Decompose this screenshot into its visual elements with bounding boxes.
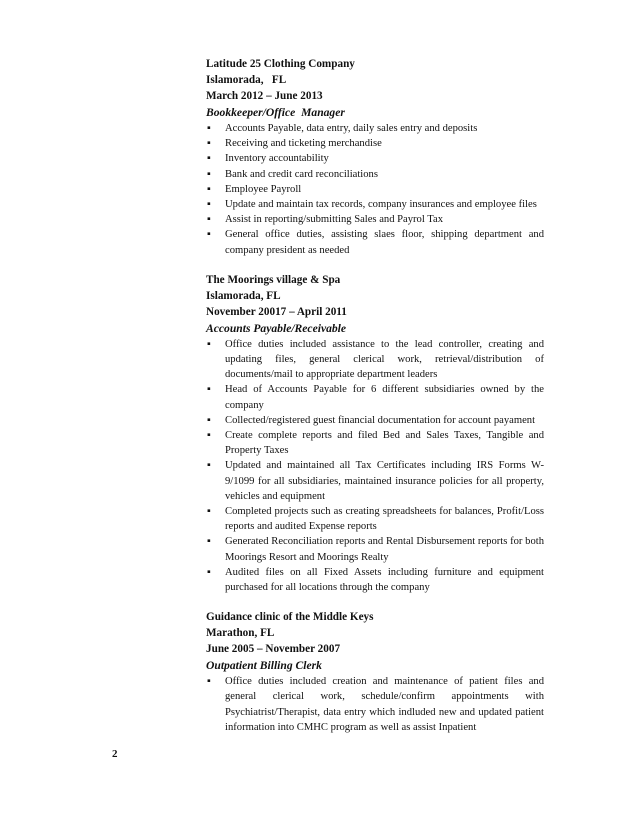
bullet-icon: ▪ (207, 199, 211, 211)
bullet-icon: ▪ (207, 168, 211, 180)
bullet-icon: ▪ (207, 214, 211, 226)
duty-text: Collected/registered guest financial documentation for account payament (225, 414, 536, 426)
duty-list (206, 674, 544, 735)
resume-content (206, 56, 544, 749)
duty-text: Updated and maintained all Tax Certificates including IRS Forms W-9/1099 for all subsidiaries, maintained insurance policies for all property, vehicles and equipment (225, 460, 544, 502)
job-dates: November 20017 – April 2011 (206, 305, 347, 318)
duty-text: Generated Reconciliation reports and Rental Disbursement reports for both Moorings Resort and Moorings Realty (225, 536, 544, 563)
bullet-icon: ▪ (207, 384, 211, 396)
duty-item (206, 121, 544, 136)
bullet-icon: ▪ (207, 676, 211, 688)
job-dates: June 2005 – November 2007 (206, 643, 341, 656)
bullet-icon: ▪ (207, 506, 211, 518)
job-location: Marathon, FL (206, 627, 275, 640)
duty-item (206, 167, 544, 182)
duty-item (206, 197, 544, 212)
duty-text: Head of Accounts Payable for 6 different subsidiaries owned by the company (225, 384, 544, 411)
bullet-icon: ▪ (207, 229, 211, 241)
duty-list (206, 337, 544, 595)
bullet-icon: ▪ (207, 138, 211, 150)
duty-item (206, 136, 544, 151)
bullet-icon: ▪ (207, 536, 211, 548)
bullet-icon: ▪ (207, 460, 211, 472)
duty-item (206, 227, 544, 257)
company-name: The Moorings village & Spa (206, 273, 341, 286)
duty-text: Accounts Payable, data entry, daily sales entry and deposits (225, 123, 478, 134)
duty-item (206, 151, 544, 166)
company-name: Guidance clinic of the Middle Keys (206, 611, 374, 624)
duty-text: General office duties, assisting slaes floor, shipping department and company president as needed (225, 229, 544, 256)
duty-text: Employee Payroll (225, 183, 302, 195)
job-title: Accounts Payable/Receivable (206, 321, 347, 335)
company-name: Latitude 25 Clothing Company (206, 58, 355, 70)
job-entry (206, 609, 544, 735)
duty-item (206, 413, 544, 428)
job-title: Bookkeeper/Office Manager (206, 106, 345, 119)
duty-item (206, 382, 544, 412)
job-title: Outpatient Billing Clerk (206, 659, 322, 673)
job-entry (206, 272, 544, 595)
duty-text: Inventory accountability (225, 153, 329, 165)
duty-item (206, 565, 544, 595)
page-number: 2 (112, 748, 118, 760)
duty-text: Bank and credit card reconciliations (225, 168, 378, 180)
bullet-icon: ▪ (207, 183, 211, 195)
bullet-icon: ▪ (207, 414, 211, 426)
bullet-icon: ▪ (207, 566, 211, 578)
job-location: Islamorada, FL (206, 74, 287, 86)
duty-text: Receiving and ticketing merchandise (225, 138, 382, 150)
duty-text: Create complete reports and filed Bed and Sales Taxes, Tangible and Property Taxes (225, 430, 544, 457)
bullet-icon: ▪ (207, 430, 211, 442)
bullet-icon: ▪ (207, 123, 211, 134)
duty-item (206, 504, 544, 534)
duty-text: Office duties included creation and maintenance of patient files and general clerical work, schedule/confirm appointments with Psychiatrist/Therapist, data entry which indluded new and updated patient information into CMHC program as well as assist Inpatient (225, 676, 544, 733)
job-location: Islamorada, FL (206, 289, 281, 302)
duty-text: Update and maintain tax records, company insurances and employee files (225, 199, 537, 211)
duty-text: Assist in reporting/submitting Sales and Payrol Tax (225, 214, 443, 226)
duty-text: Completed projects such as creating spreadsheets for balances, Profit/Loss reports and audited Expense reports (225, 506, 544, 533)
job-entry (206, 56, 544, 258)
duty-item (206, 337, 544, 383)
duty-item (206, 458, 544, 504)
duty-item (206, 428, 544, 458)
duty-item (206, 534, 544, 564)
duty-list (206, 121, 544, 258)
duty-item (206, 674, 544, 735)
duty-text: Office duties included assistance to the lead controller, creating and updating files, general clerical work, retrieval/distribution of documents/mail to appropriate department leaders (225, 338, 544, 381)
duty-item (206, 212, 544, 227)
duty-item (206, 182, 544, 197)
job-dates: March 2012 – June 2013 (206, 90, 323, 102)
duty-text: Audited files on all Fixed Assets including furniture and equipment purchased for all locations through the company (225, 566, 544, 594)
bullet-icon: ▪ (207, 338, 211, 350)
bullet-icon: ▪ (207, 153, 211, 165)
